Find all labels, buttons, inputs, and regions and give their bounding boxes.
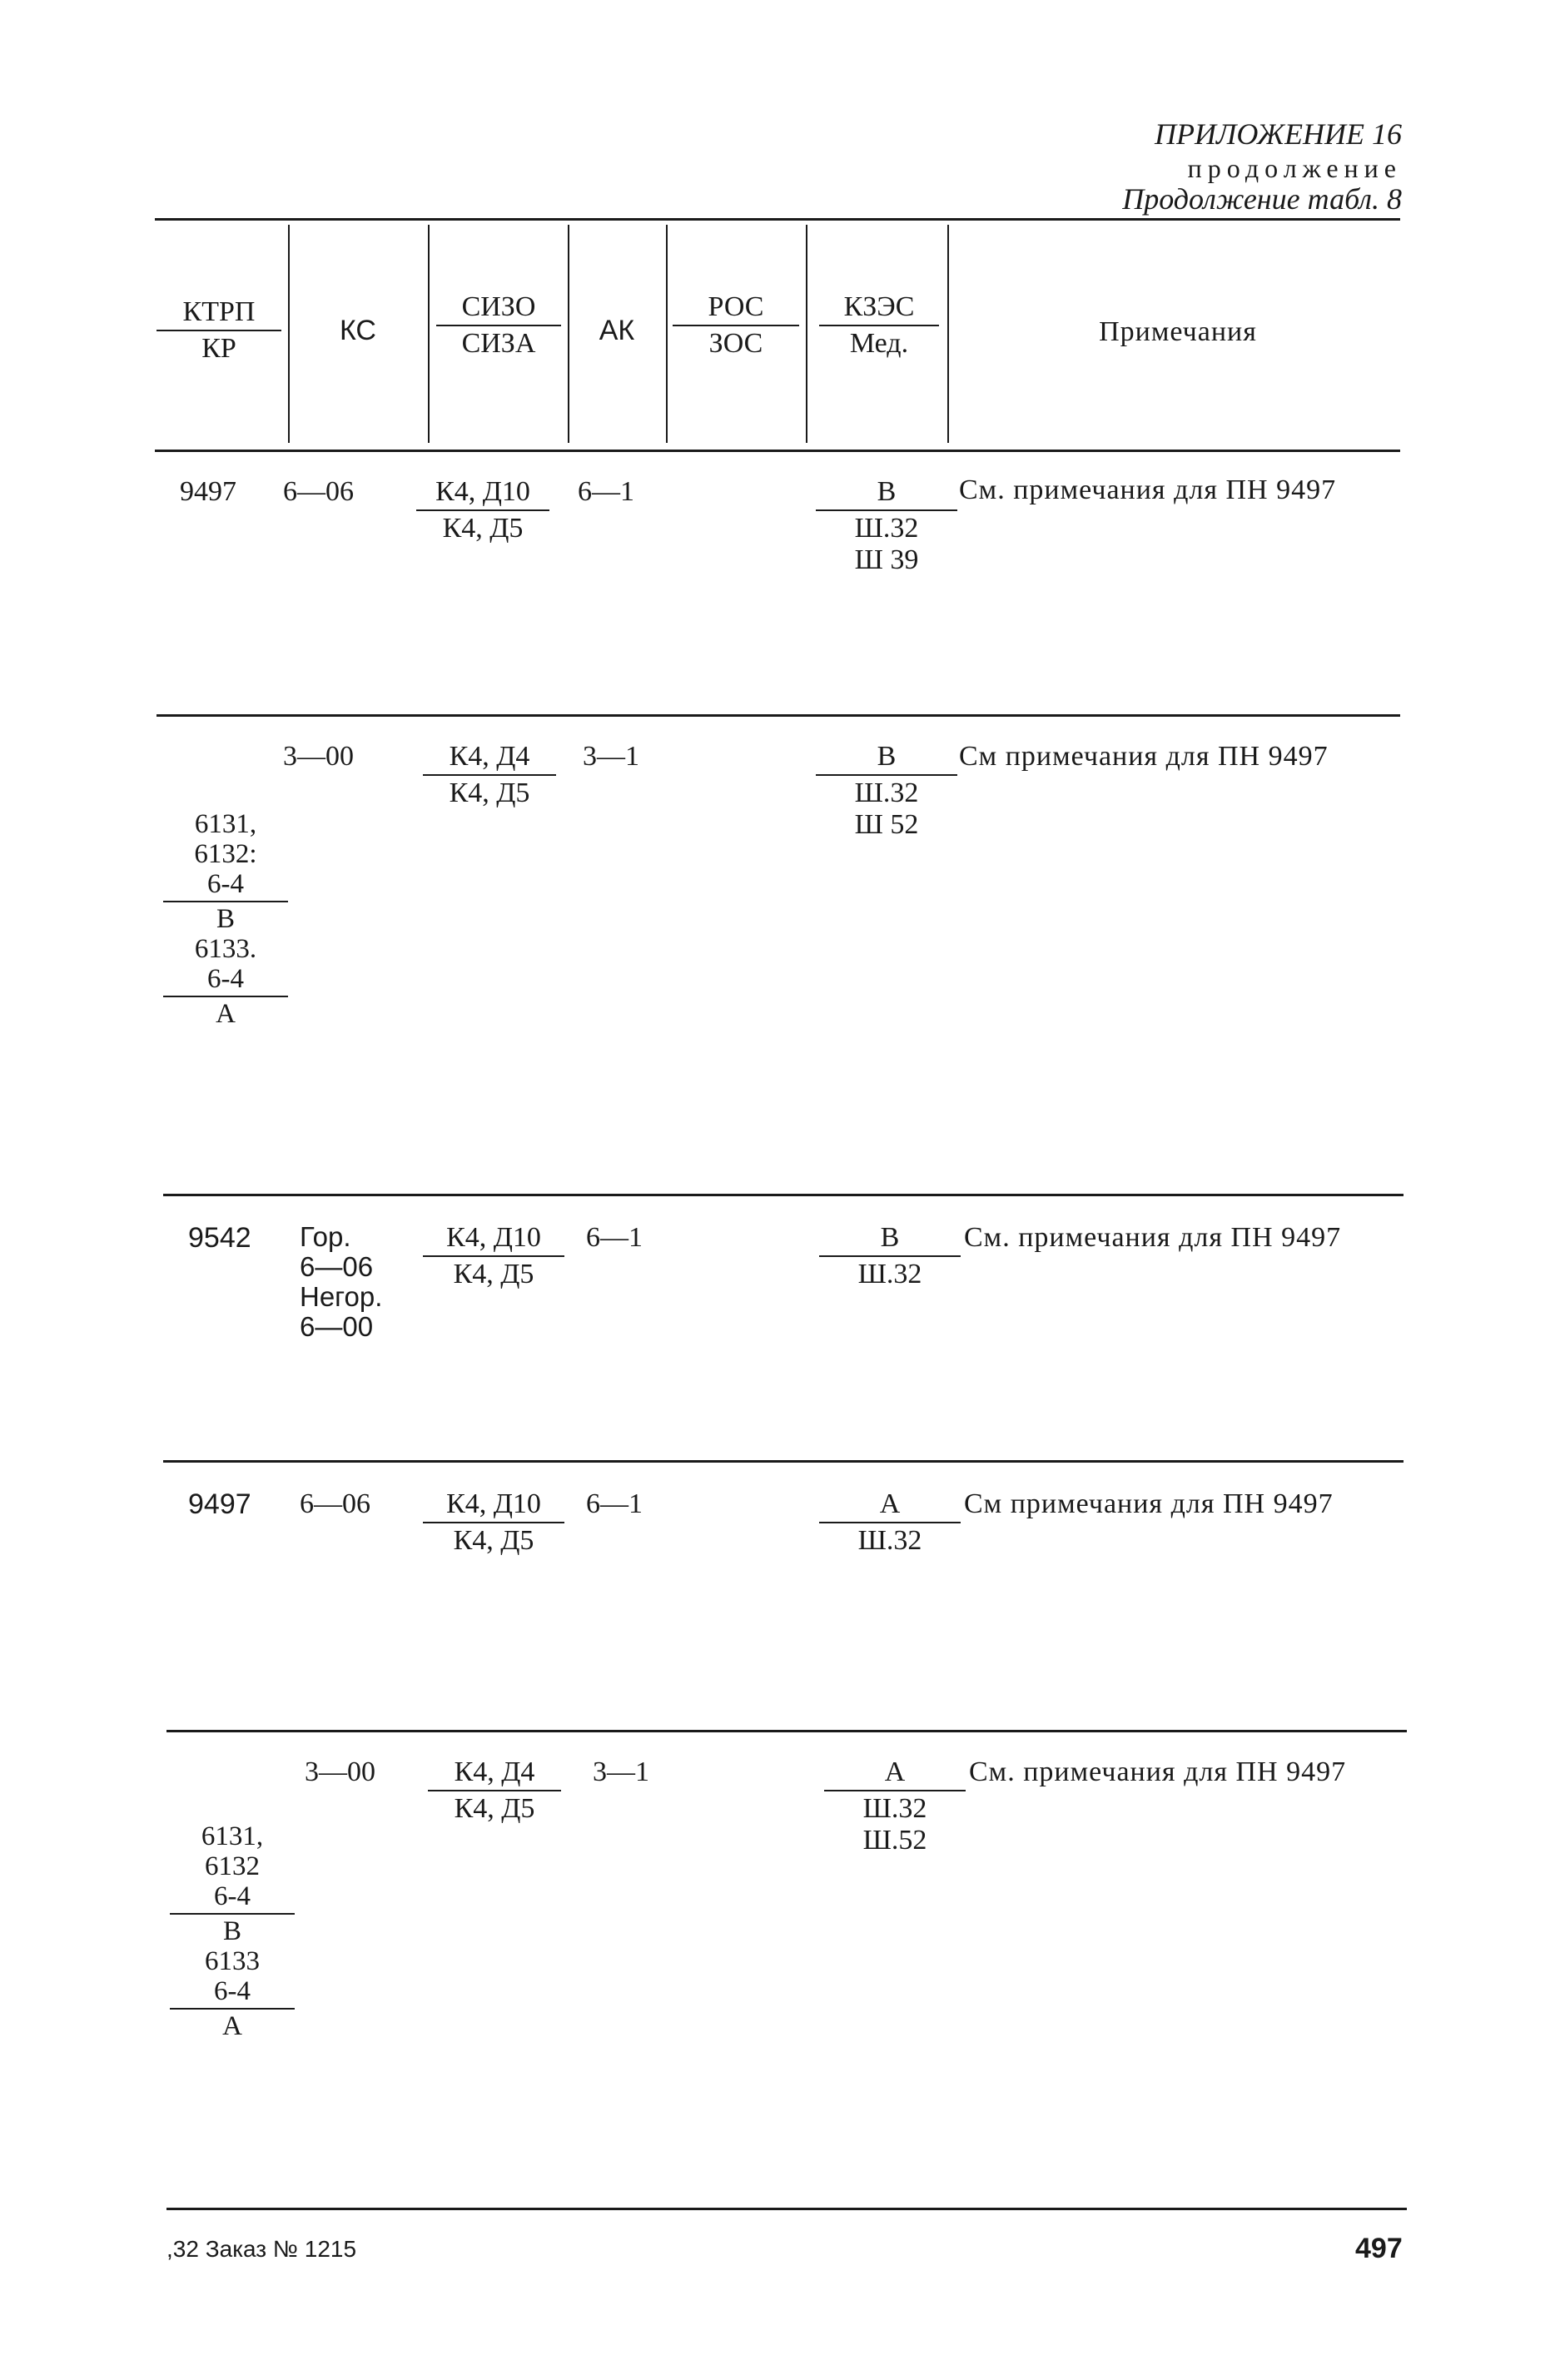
row5-ak: 3—1 (593, 1756, 649, 1787)
row1-kzes-med: В Ш.32 Ш 39 (816, 476, 957, 576)
row3-note: См. примечания для ПН 9497 (964, 1222, 1342, 1253)
header-divider (288, 225, 290, 443)
row-separator (163, 1460, 1404, 1463)
header-ktrp-kr: КТРП КР (156, 296, 281, 365)
row-separator (156, 714, 1400, 717)
row3-ks-stack: Гор. 6—06 Негор. 6—00 (300, 1221, 383, 1342)
header-ks: КС (340, 315, 376, 346)
header-divider (947, 225, 949, 443)
row3-ktrp: 9542 (188, 1222, 251, 1254)
page-number: 497 (1355, 2233, 1403, 2264)
row-separator (166, 1730, 1407, 1732)
row-separator (163, 1194, 1404, 1196)
header-notes: Примечания (1099, 316, 1257, 347)
row4-ak: 6—1 (586, 1488, 643, 1519)
row2-kzes-med: В Ш.32 Ш 52 (816, 741, 957, 841)
row1-ak: 6—1 (578, 476, 634, 507)
row5-kzes-med: А Ш.32 Ш.52 (824, 1756, 966, 1856)
row1-sizo-siza: К4, Д10 К4, Д5 (416, 476, 549, 544)
row4-kzes-med: А Ш.32 (819, 1488, 961, 1557)
row3-sizo-siza: К4, Д10 К4, Д5 (423, 1222, 564, 1290)
continuation-label: продолжение (1187, 153, 1402, 183)
row4-ktrp: 9497 (188, 1488, 251, 1520)
header-sizo-siza: СИЗО СИЗА (436, 291, 561, 360)
row2-ak: 3—1 (583, 741, 639, 772)
header-kzes-med: КЗЭС Мед. (819, 291, 939, 360)
row4-note: См примечания для ПН 9497 (964, 1488, 1334, 1519)
header-ros-zos: РОС ЗОС (673, 291, 799, 360)
row1-note: См. примечания для ПН 9497 (959, 475, 1337, 505)
table-header-bottom-rule (155, 450, 1400, 452)
table-top-rule (155, 218, 1400, 221)
header-ak: АК (599, 315, 635, 346)
row2-ks: 3—00 (283, 741, 354, 772)
header-divider (666, 225, 668, 443)
appendix-title: ПРИЛОЖЕНИЕ 16 (1155, 117, 1402, 151)
row1-ks: 6—06 (283, 476, 354, 507)
row5-ktrp-stack: 6131, 6132 6-4 В 6133 6-4 А (170, 1821, 295, 2041)
row3-kzes-med: В Ш.32 (819, 1222, 961, 1290)
row5-ks: 3—00 (305, 1756, 375, 1787)
row2-note: См примечания для ПН 9497 (959, 741, 1329, 772)
row4-ks: 6—06 (300, 1488, 370, 1519)
row1-ktrp: 9497 (180, 476, 236, 507)
header-divider (428, 225, 430, 443)
row4-sizo-siza: К4, Д10 К4, Д5 (423, 1488, 564, 1557)
row5-note: См. примечания для ПН 9497 (969, 1756, 1347, 1787)
header-divider (806, 225, 807, 443)
footer-rule (166, 2208, 1407, 2210)
row2-sizo-siza: К4, Д4 К4, Д5 (423, 741, 556, 809)
row2-ktrp-stack: 6131, 6132: 6-4 В 6133. 6-4 А (163, 809, 288, 1029)
row5-sizo-siza: К4, Д4 К4, Д5 (428, 1756, 561, 1825)
order-number: ,32 Заказ № 1215 (166, 2236, 357, 2262)
row3-ak: 6—1 (586, 1222, 643, 1253)
table-continuation-label: Продолжение табл. 8 (1122, 182, 1402, 216)
